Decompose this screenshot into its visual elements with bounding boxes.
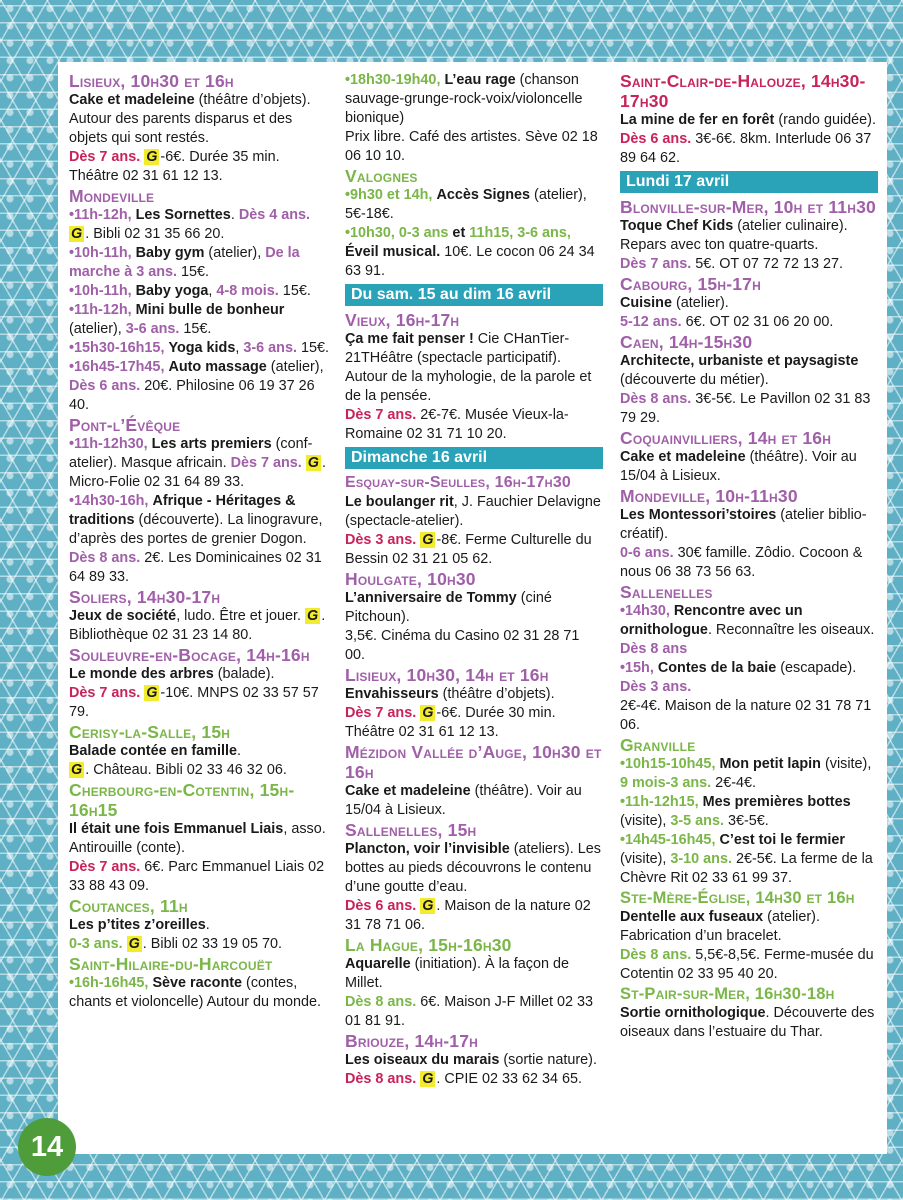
event-entry: •14h45-16h45, C’est toi le fermier (visite), 3-10 ans. 2€-5€. La ferme de la Chèvre Rit 02 33 61 99 37. [620, 832, 873, 886]
location-heading: Mézidon Vallée d’Auge, 10h30 et 16h [345, 742, 602, 782]
event-entry: •11h-12h, Mini bulle de bonheur (atelier), 3-6 ans. 15€. [69, 302, 285, 337]
location-heading: Briouze, 14h-17h [345, 1031, 478, 1051]
date-bar: Du sam. 15 au dim 16 avril [345, 284, 603, 306]
event-entry: Architecte, urbaniste et paysagiste (découverte du métier). Dès 8 ans. 3€-5€. Le Pavillon 02 31 83 79 29. [620, 353, 871, 426]
location-heading: Lisieux, 10h30 et 16h [69, 71, 234, 91]
event-entry: •10h15-10h45, Mon petit lapin (visite), 9 mois-3 ans. 2€-4€. [620, 756, 872, 791]
page-number-badge: 14 [18, 1118, 76, 1176]
column-1 [69, 71, 331, 1012]
location-heading: Sallenelles, 15h [345, 820, 477, 840]
event-entry: Le boulanger rit, J. Fauchier Delavigne (spectacle-atelier). Dès 3 ans. G -8€. Ferme Culturelle du Bessin 02 31 21 05 62. [345, 494, 601, 567]
location-heading: Saint-Hilaire-du-Harcouët [69, 954, 273, 974]
event-entry: La mine de fer en forêt (rando guidée). Dès 6 ans. 3€-6€. 8km. Interlude 06 37 89 64 62. [620, 112, 876, 166]
free-badge: G [422, 705, 434, 721]
location-heading: Soliers, 14h30-17h [69, 587, 221, 607]
location-heading: Sallenelles [620, 582, 713, 602]
location-heading: Esquay-sur-Seulles, 16h-17h30 [345, 474, 572, 491]
event-entry: •16h45-17h45, Auto massage (atelier), Dès 6 ans. 20€. Philosine 06 19 37 26 40. [69, 359, 324, 413]
free-badge: G [71, 226, 83, 242]
event-entry: •16h-16h45, Sève raconte (contes, chants et violoncelle) Autour du monde. [69, 975, 321, 1010]
location-heading: Lisieux, 10h30, 14h et 16h [345, 665, 549, 685]
location-heading: Cerisy-la-Salle, 15h [69, 722, 231, 742]
location-heading: Blonville-sur-Mer, 10h et 11h30 [620, 197, 876, 217]
event-entry: Les p’tites z’oreilles. 0-3 ans. G . Bibli 02 33 19 05 70. [69, 917, 283, 952]
event-entry: •9h30 et 14h, Accès Signes (atelier), 5€-18€. [345, 187, 587, 222]
event-entry: Les Montessori’stoires (atelier biblio-créatif). 0-6 ans. 30€ famille. Zôdio. Cocoon & nous 06 38 73 56 63. [620, 507, 867, 580]
event-entry: •10h-11h, Baby gym (atelier), De la marche à 3 ans. 15€. [69, 245, 300, 280]
location-heading: Coquainvilliers, 14h et 16h [620, 428, 832, 448]
location-heading: Souleuvre-en-Bocage, 14h-16h [69, 645, 310, 665]
event-entry: Ça me fait penser ! Cie CHanTier-21THéâtre (spectacle participatif). Autour de la myhologie, de la parole et de la pensée. Dès 7 ans. 2€-7€. Musée Vieux-la-Romaine 02 31 71 10 20. [345, 331, 592, 442]
event-entry: •14h30, Rencontre avec un ornithologue. Reconnaître les oiseaux. Dès 8 ans [620, 603, 875, 657]
location-heading: Cherbourg-en-Cotentin, 15h-16h15 [69, 780, 295, 820]
location-heading: Coutances, 11h [69, 896, 188, 916]
location-heading: Ste-Mère-Église, 14h30 et 16h [620, 889, 855, 907]
agenda-panel [58, 62, 887, 1154]
column-2 [345, 71, 603, 1089]
event-entry: •14h30-16h, Afrique - Héritages & traditions (découverte). La linogravure, d’après des portes de grenier Dogon. Dès 8 ans. 2€. Les Dominicaines 02 31 64 89 33. [69, 493, 323, 585]
date-bar: Dimanche 16 avril [345, 447, 603, 469]
event-entry: Envahisseurs (théâtre d’objets). Dès 7 ans. G -6€. Durée 30 min. Théâtre 02 31 61 12 13. [345, 686, 556, 740]
event-entry: Cake et madeleine (théâtre). Voir au 15/04 à Lisieux. [620, 449, 857, 484]
event-entry: Dentelle aux fuseaux (atelier). Fabrication d’un bracelet. Dès 8 ans. 5,5€-8,5€. Ferme-musée du Cotentin 02 33 95 40 20. [620, 909, 874, 982]
event-entry: Balade contée en famille. G . Château. Bibli 02 33 46 32 06. [69, 743, 287, 778]
event-entry: •10h-11h, Baby yoga, 4-8 mois. 15€. [69, 283, 311, 299]
location-heading: Cabourg, 15h-17h [620, 274, 761, 294]
event-entry: •11h-12h30, Les arts premiers (conf-atelier). Masque africain. Dès 7 ans. G . Micro-Folie 02 31 64 89 33. [69, 436, 326, 490]
event-entry: Jeux de société, ludo. Être et jouer. G . Bibliothèque 02 31 23 14 80. [69, 608, 326, 643]
event-entry: Aquarelle (initiation). À la façon de Millet. Dès 8 ans. 6€. Maison J-F Millet 02 33 01 81 91. [345, 956, 593, 1029]
location-heading: Caen, 14h-15h30 [620, 332, 753, 352]
event-entry: Cake et madeleine (théâtre d’objets). Autour des parents disparus et des objets qui sont restés. Dès 7 ans. G -6€. Durée 35 min. Théâtre 02 31 61 12 13. [69, 92, 311, 184]
event-entry: •11h-12h, Les Sornettes. Dès 4 ans. G . Bibli 02 31 35 66 20. [69, 207, 311, 242]
free-badge: G [422, 1071, 434, 1087]
free-badge: G [422, 898, 434, 914]
location-heading: Valognes [345, 166, 418, 186]
free-badge: G [71, 762, 83, 778]
column-3 [620, 71, 878, 1042]
location-heading: Saint-Clair-de-Halouze, 14h30-17h30 [620, 71, 866, 111]
event-entry: Plancton, voir l’invisible (ateliers). Les bottes au pieds découvrons le contenu d’une goutte d’eau. Dès 6 ans. G . Maison de la nature 02 31 78 71 06. [345, 841, 601, 933]
location-heading: Mondeville, 10h-11h30 [620, 486, 798, 506]
event-entry: •18h30-19h40, L’eau rage (chanson sauvage-grunge-rock-voix/violoncelle bionique) Prix libre. Café des artistes. Sève 02 18 06 10 10. [345, 72, 598, 164]
location-heading: Vieux, 16h-17h [345, 310, 460, 330]
event-entry: Cuisine (atelier). 5-12 ans. 6€. OT 02 31 06 20 00. [620, 295, 834, 330]
free-badge: G [307, 455, 319, 471]
location-heading: St-Pair-sur-Mer, 16h30-18h [620, 985, 835, 1003]
free-badge: G [146, 149, 158, 165]
event-entry: •11h-12h15, Mes premières bottes (visite), 3-5 ans. 3€-5€. [620, 794, 851, 829]
event-entry: •15h, Contes de la baie (escapade). Dès 3 ans. 2€-4€. Maison de la nature 02 31 78 71 06. [620, 660, 872, 733]
free-badge: G [422, 532, 434, 548]
event-entry: Cake et madeleine (théâtre). Voir au 15/04 à Lisieux. [345, 783, 582, 818]
free-badge: G [128, 936, 140, 952]
event-entry: Les oiseaux du marais (sortie nature). Dès 8 ans. G . CPIE 02 33 62 34 65. [345, 1052, 597, 1087]
event-entry: •15h30-16h15, Yoga kids, 3-6 ans. 15€. [69, 340, 329, 356]
location-heading: Mondeville [69, 186, 155, 206]
event-entry: •10h30, 0-3 ans et 11h15, 3-6 ans, Éveil musical. 10€. Le cocon 06 24 34 63 91. [345, 225, 595, 279]
location-heading: La Hague, 15h-16h30 [345, 935, 512, 955]
event-entry: Il était une fois Emmanuel Liais, asso. Antirouille (conte). Dès 7 ans. 6€. Parc Emmanuel Liais 02 33 88 43 09. [69, 821, 326, 894]
location-heading: Pont-l’Évêque [69, 415, 181, 435]
free-badge: G [146, 685, 158, 701]
location-heading: Houlgate, 10h30 [345, 569, 476, 589]
free-badge: G [306, 608, 319, 624]
event-entry: L’anniversaire de Tommy (ciné Pitchoun). 3,5€. Cinéma du Casino 02 31 28 71 00. [345, 590, 580, 663]
event-entry: Le monde des arbres (balade). Dès 7 ans. G -10€. MNPS 02 33 57 57 79. [69, 666, 319, 720]
location-heading: Granville [620, 735, 696, 755]
event-entry: Sortie ornithologique. Découverte des oiseaux dans l’estuaire du Thar. [620, 1005, 875, 1040]
date-bar: Lundi 17 avril [620, 171, 878, 193]
event-entry: Toque Chef Kids (atelier culinaire). Repars avec ton quatre-quarts. Dès 7 ans. 5€. OT 07 72 72 13 27. [620, 218, 848, 272]
